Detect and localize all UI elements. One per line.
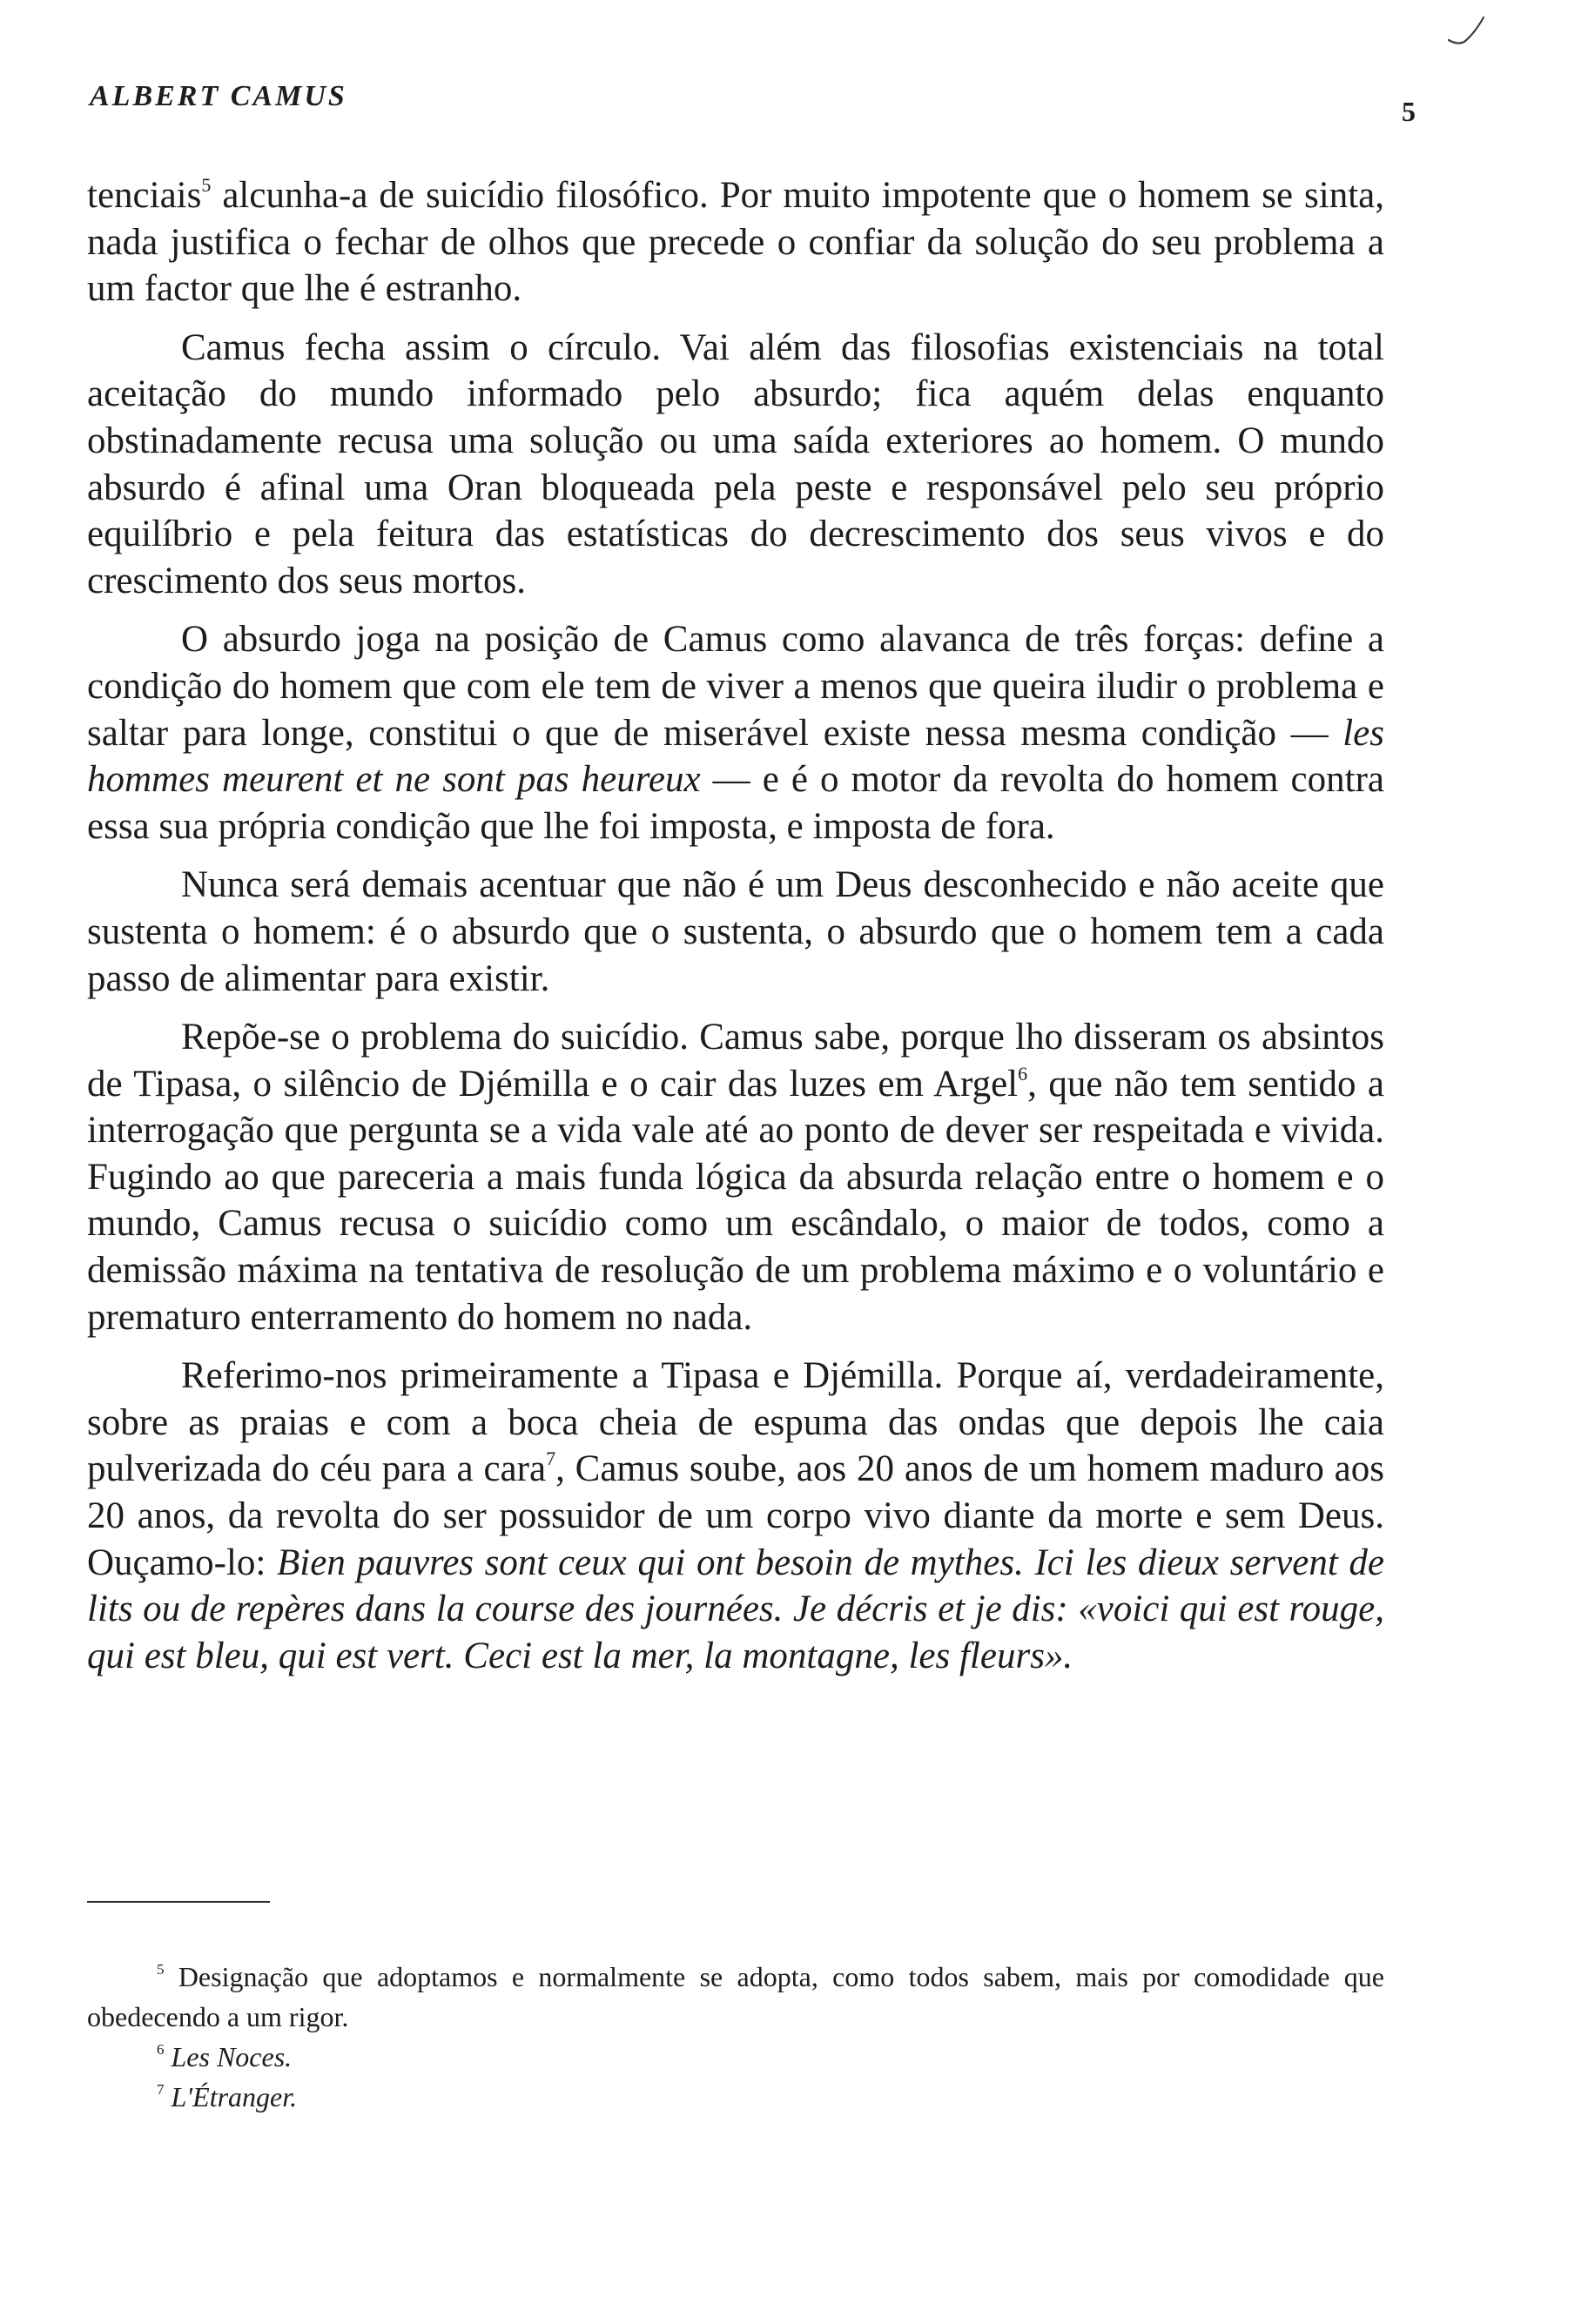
footnote-7-text: L'Étranger. xyxy=(164,2081,298,2112)
running-head: ALBERT CAMUS xyxy=(90,80,347,112)
pencil-check-mark xyxy=(1445,14,1489,49)
footnote-6-number: 6 xyxy=(157,2041,165,2058)
footnote-ref-5: 5 xyxy=(201,174,212,196)
paragraph-3-text-a: O absurdo joga na posição de Camus como alavanca de três forças: define a condição do homem que com ele tem de viver a menos que queira iludir o problema e saltar para longe, constitui o que de miserável existe nessa mesma condição — xyxy=(87,619,1384,754)
footnote-5-text: Designação que adoptamos e normalmente se adopta, como todos sabem, mais por comodidade que obedecendo a um rigor. xyxy=(87,1961,1384,2032)
footnote-5-number: 5 xyxy=(157,1961,165,1978)
footnote-ref-6: 6 xyxy=(1018,1062,1028,1085)
paragraph-5-text-a: Repõe-se o problema do suicídio. Camus sabe, porque lho disseram os absintos de Tipasa, o silêncio de Djémilla e o cair das luzes em Argel xyxy=(87,1017,1384,1105)
footnote-7 xyxy=(87,2077,1384,2117)
paragraph-1-text-b: alcunha-a de suicídio filosófico. Por muito impotente que o homem se sinta, nada justifica o fechar de olhos que precede o confiar da solução do seu problema a um factor que lhe é estranho. xyxy=(87,175,1384,310)
paragraph-6-french-quote: Bien pauvres sont ceux qui ont besoin de mythes. Ici les dieux servent de lits ou de repères dans la course des journées. Je décris et je dis: «voici qui est rouge, qui est bleu, qui est vert. Ceci est la mer, la montagne, les fleurs». xyxy=(87,1541,1385,1676)
paragraph-2: Camus fecha assim o círculo. Vai além das filosofias existenciais na total aceitação do mundo informado pelo absurdo; fica aquém delas enquanto obstinadamente recusa uma solução ou uma saída exteriores ao homem. O mundo absurdo é afinal uma Oran bloqueada pela peste e responsável pelo seu próprio equilíbrio e pela feitura das estatísticas do decrescimento dos seus vivos e do crescimento dos seus mortos. xyxy=(87,326,1384,601)
footnotes xyxy=(87,1957,1384,2117)
paragraph-4: Nunca será demais acentuar que não é um Deus desconhecido e não aceite que sustenta o homem: é o absurdo que o sustenta, o absurdo que o homem tem a cada passo de alimentar para existir. xyxy=(87,864,1384,999)
footnote-7-number: 7 xyxy=(157,2081,165,2098)
paragraph-3-french-quote: les hommes meurent et ne sont pas heureux xyxy=(87,712,1384,801)
footnote-6-text: Les Noces. xyxy=(164,2041,293,2072)
paragraph-6-text-b: , Camus soube, aos 20 anos de um homem maduro aos 20 anos, da revolta do ser possuidor de um corpo vivo diante da morte e sem Deus. Ouçamo-lo: xyxy=(87,1448,1384,1583)
footnote-5 xyxy=(87,1957,1384,2037)
paragraph-5 xyxy=(87,1014,1384,1340)
page-number: 5 xyxy=(1402,96,1416,127)
paragraph-3 xyxy=(87,616,1384,850)
paragraph-3-text-b: — e é o motor da revolta do homem contra essa sua própria condição que lhe foi imposta, e imposta de fora. xyxy=(87,759,1384,847)
footnote-6 xyxy=(87,2037,1384,2077)
paragraph-6 xyxy=(87,1353,1384,1679)
paragraph-5-text-b: , que não tem sentido a interrogação que pergunta se a vida vale até ao ponto de dever ser respeitada e vivida. Fugindo ao que pareceria a mais funda lógica da absurda relação entre o homem e o mundo, Camus recusa o suicídio como um escândalo, o maior de todos, como a demissão máxima na tentativa de resolução de um problema máximo e o voluntário e prematuro enterramento do homem no nada. xyxy=(87,1063,1385,1338)
paragraph-1-text-a: tenciais xyxy=(87,175,202,216)
body-text xyxy=(87,172,1384,1691)
paragraph-1 xyxy=(87,172,1384,312)
footnote-ref-7: 7 xyxy=(546,1447,556,1470)
footnote-divider xyxy=(87,1901,270,1903)
paragraph-6-text-a: Referimo-nos primeiramente a Tipasa e Djémilla. Porque aí, verdadeiramente, sobre as praias e com a boca cheia de espuma das ondas que depois lhe caia pulverizada do céu para a cara xyxy=(87,1355,1384,1490)
